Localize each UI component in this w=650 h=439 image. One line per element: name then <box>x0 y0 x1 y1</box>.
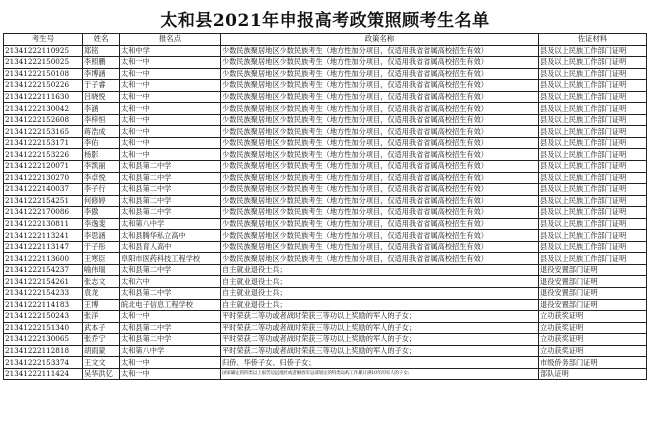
candidate-name-cell: 杨影 <box>83 149 120 161</box>
school-cell: 太和一中 <box>120 80 221 92</box>
proof-cell: 县及以上民族工作部门证明 <box>539 207 647 219</box>
candidate-id-cell: 21341222114183 <box>4 299 83 311</box>
candidate-name-cell: 郑铭 <box>83 45 120 57</box>
school-cell: 皖北电子信息工程学校 <box>120 299 221 311</box>
policy-cell: 少数民族聚居地区少数民族考生（地方性加分项目，仅适用我省省属高校招生有效） <box>221 80 539 92</box>
candidate-id-cell: 21341222110925 <box>4 45 83 57</box>
school-cell: 太和一中 <box>120 103 221 115</box>
table-row <box>4 172 647 184</box>
candidate-name-cell: 吴华洪亿 <box>83 368 120 380</box>
table-row <box>4 149 647 161</box>
school-cell: 太和一中 <box>120 137 221 149</box>
table-row <box>4 276 647 288</box>
policy-cell: 归侨、华侨子女、归侨子女； <box>221 357 539 369</box>
table-row <box>4 368 647 380</box>
table-row <box>4 299 647 311</box>
table-row <box>4 218 647 230</box>
table-row <box>4 311 647 323</box>
candidate-id-cell: 21341222150243 <box>4 311 83 323</box>
school-cell: 太和县第二中学 <box>120 172 221 184</box>
candidate-id-cell: 21341222153171 <box>4 137 83 149</box>
candidate-id-cell: 21341222130811 <box>4 218 83 230</box>
candidate-name-cell: 胡雨蒙 <box>83 345 120 357</box>
table-row <box>4 126 647 138</box>
candidate-name-cell: 蒋浩成 <box>83 126 120 138</box>
candidate-name-cell: 王博 <box>83 299 120 311</box>
candidate-name-cell: 何修婷 <box>83 195 120 207</box>
policy-cell: 自主就业退役士兵； <box>221 299 539 311</box>
proof-cell: 县及以上民族工作部门证明 <box>539 184 647 196</box>
proof-cell: 市级侨务部门证明 <box>539 357 647 369</box>
proof-cell: 县及以上民族工作部门证明 <box>539 137 647 149</box>
candidate-id-cell: 21341222113147 <box>4 241 83 253</box>
proof-cell: 立功获奖证明 <box>539 311 647 323</box>
table-row <box>4 345 647 357</box>
candidate-id-cell: 21341222111424 <box>4 368 83 380</box>
policy-cell: 平时荣获二等功或者战时荣获三等功以上奖励的军人的子女； <box>221 322 539 334</box>
proof-cell: 县及以上民族工作部门证明 <box>539 230 647 242</box>
candidate-name-cell: 张乔宁 <box>83 334 120 346</box>
candidate-id-cell: 21341222154237 <box>4 264 83 276</box>
candidate-id-cell: 21341222130065 <box>4 334 83 346</box>
header-id: 考生号 <box>4 34 83 46</box>
policy-cell: 平时荣获二等功或者战时荣获三等功以上奖励的军人的子女； <box>221 345 539 357</box>
candidate-id-cell: 21341222130042 <box>4 103 83 115</box>
candidate-name-cell: 李博涵 <box>83 68 120 80</box>
policy-cell: 少数民族聚居地区少数民族考生（地方性加分项目，仅适用我省省属高校招生有效） <box>221 241 539 253</box>
proof-cell: 县及以上民族工作部门证明 <box>539 253 647 265</box>
proof-cell: 县及以上民族工作部门证明 <box>539 218 647 230</box>
table-row <box>4 241 647 253</box>
policy-cell: 少数民族聚居地区少数民族考生（地方性加分项目，仅适用我省省属高校招生有效） <box>221 172 539 184</box>
candidate-name-cell: 李傲 <box>83 207 120 219</box>
proof-cell: 县及以上民族工作部门证明 <box>539 149 647 161</box>
proof-cell: 县及以上民族工作部门证明 <box>539 126 647 138</box>
table-row <box>4 334 647 346</box>
proof-cell: 县及以上民族工作部门证明 <box>539 103 647 115</box>
table-row <box>4 57 647 69</box>
table-row <box>4 80 647 92</box>
school-cell: 太和一中 <box>120 357 221 369</box>
school-cell: 太和县第二中学 <box>120 195 221 207</box>
table-row <box>4 184 647 196</box>
table-row <box>4 230 647 242</box>
school-cell: 太和中学 <box>120 45 221 57</box>
candidate-id-cell: 21341222113600 <box>4 253 83 265</box>
policy-cell: 少数民族聚居地区少数民族考生（地方性加分项目，仅适用我省省属高校招生有效） <box>221 207 539 219</box>
candidate-name-cell: 于子彤 <box>83 241 120 253</box>
proof-cell: 退役安置部门证明 <box>539 264 647 276</box>
candidate-name-cell: 于子睿 <box>83 80 120 92</box>
table-row <box>4 207 647 219</box>
school-cell: 太和县第二中学 <box>120 161 221 173</box>
table-row <box>4 264 647 276</box>
table-row <box>4 357 647 369</box>
proof-cell: 县及以上民族工作部门证明 <box>539 57 647 69</box>
proof-cell: 退役安置部门证明 <box>539 276 647 288</box>
policy-cell: 少数民族聚居地区少数民族考生（地方性加分项目，仅适用我省省属高校招生有效） <box>221 195 539 207</box>
candidate-id-cell: 21341222153374 <box>4 357 83 369</box>
policy-cell: 少数民族聚居地区少数民族考生（地方性加分项目，仅适用我省省属高校招生有效） <box>221 149 539 161</box>
proof-cell: 县及以上民族工作部门证明 <box>539 91 647 103</box>
candidate-id-cell: 21341222130270 <box>4 172 83 184</box>
proof-cell: 县及以上民族工作部门证明 <box>539 45 647 57</box>
school-cell: 太和一中 <box>120 114 221 126</box>
candidate-id-cell: 21341222140037 <box>4 184 83 196</box>
school-cell: 太和县第二中学 <box>120 264 221 276</box>
candidate-name-cell: 李思涵 <box>83 230 120 242</box>
policy-cell: 自主就业退役士兵； <box>221 276 539 288</box>
policy-cell: 自主就业退役士兵； <box>221 288 539 300</box>
document-title: 太和县2021年申报高考政策照顾考生名单 <box>160 11 490 31</box>
school-cell: 太和六中 <box>120 276 221 288</box>
candidate-id-cell: 21341222154251 <box>4 195 83 207</box>
candidate-name-cell: 李佑 <box>83 137 120 149</box>
candidate-id-cell: 21341222153226 <box>4 149 83 161</box>
candidate-name-cell: 李涵 <box>83 103 120 115</box>
proof-cell: 立功获奖证明 <box>539 322 647 334</box>
table-row <box>4 114 647 126</box>
policy-cell: 少数民族聚居地区少数民族考生（地方性加分项目，仅适用我省省属高校招生有效） <box>221 57 539 69</box>
candidate-id-cell: 21341222151340 <box>4 322 83 334</box>
table-row <box>4 68 647 80</box>
candidate-name-cell: 武本子 <box>83 322 120 334</box>
candidate-id-cell: 21341222154233 <box>4 288 83 300</box>
candidate-name-cell: 李梓恒 <box>83 114 120 126</box>
policy-cell: 平时荣获二等功或者战时荣获三等功以上奖励的军人的子女； <box>221 311 539 323</box>
policy-cell: 少数民族聚居地区少数民族考生（地方性加分项目，仅适用我省省属高校招生有效） <box>221 253 539 265</box>
school-cell: 太和第八中学 <box>120 218 221 230</box>
candidate-name-cell: 张洋 <box>83 311 120 323</box>
policy-cell: 国家确定的四类以上艰苦边远地区或者解放军总部划定的特类岛屿工作累计满10年的军人的子女； <box>221 368 539 380</box>
policy-cell: 平时荣获二等功或者战时荣获三等功以上奖励的军人的子女； <box>221 334 539 346</box>
policy-cell: 少数民族聚居地区少数民族考生（地方性加分项目，仅适用我省省属高校招生有效） <box>221 68 539 80</box>
school-cell: 太和县第二中学 <box>120 207 221 219</box>
candidate-name-cell: 张志文 <box>83 276 120 288</box>
candidate-id-cell: 21341222113241 <box>4 230 83 242</box>
policy-cell: 少数民族聚居地区少数民族考生（地方性加分项目，仅适用我省省属高校招生有效） <box>221 218 539 230</box>
school-cell: 太和一中 <box>120 126 221 138</box>
policy-cell: 少数民族聚居地区少数民族考生（地方性加分项目，仅适用我省省属高校招生有效） <box>221 161 539 173</box>
school-cell: 太和县育人高中 <box>120 241 221 253</box>
proof-cell: 县及以上民族工作部门证明 <box>539 114 647 126</box>
table-row <box>4 322 647 334</box>
policy-cell: 少数民族聚居地区少数民族考生（地方性加分项目，仅适用我省省属高校招生有效） <box>221 91 539 103</box>
table-row <box>4 161 647 173</box>
school-cell: 太和一中 <box>120 368 221 380</box>
policy-cell: 少数民族聚居地区少数民族考生（地方性加分项目，仅适用我省省属高校招生有效） <box>221 114 539 126</box>
school-cell: 太和第八中学 <box>120 345 221 357</box>
proof-cell: 县及以上民族工作部门证明 <box>539 195 647 207</box>
candidate-name-cell: 李凯丽 <box>83 161 120 173</box>
school-cell: 太和一中 <box>120 57 221 69</box>
table-body <box>4 45 647 380</box>
proof-cell: 县及以上民族工作部门证明 <box>539 241 647 253</box>
school-cell: 太和县第二中学 <box>120 184 221 196</box>
candidate-id-cell: 21341222153165 <box>4 126 83 138</box>
candidate-id-cell: 21341222150108 <box>4 68 83 80</box>
school-cell: 太和县第二中学 <box>120 288 221 300</box>
proof-cell: 退役安置部门证明 <box>539 288 647 300</box>
candidate-id-cell: 21341222152608 <box>4 114 83 126</box>
proof-cell: 县及以上民族工作部门证明 <box>539 161 647 173</box>
school-cell: 太和一中 <box>120 311 221 323</box>
candidate-name-cell: 喻伟瑞 <box>83 264 120 276</box>
candidate-name-cell: 吕晓悦 <box>83 91 120 103</box>
school-cell: 太和一中 <box>120 149 221 161</box>
candidate-id-cell: 21341222150025 <box>4 57 83 69</box>
candidate-id-cell: 21341222170086 <box>4 207 83 219</box>
header-school: 报名点 <box>120 34 221 46</box>
header-policy: 政策名称 <box>221 34 539 46</box>
proof-cell: 退役安置部门证明 <box>539 299 647 311</box>
header-name: 姓名 <box>83 34 120 46</box>
proof-cell: 立功获奖证明 <box>539 345 647 357</box>
table-header-row <box>4 34 647 46</box>
table-row <box>4 103 647 115</box>
candidate-name-cell: 李卓悦 <box>83 172 120 184</box>
school-cell: 太和县第二中学 <box>120 334 221 346</box>
policy-cell: 少数民族聚居地区少数民族考生（地方性加分项目，仅适用我省省属高校招生有效） <box>221 103 539 115</box>
candidate-name-cell: 袁龙 <box>83 288 120 300</box>
candidate-name-cell: 王寒臣 <box>83 253 120 265</box>
table-row <box>4 195 647 207</box>
table-row <box>4 91 647 103</box>
candidate-id-cell: 21341222150226 <box>4 80 83 92</box>
candidate-table <box>3 33 647 380</box>
proof-cell: 部队证明 <box>539 368 647 380</box>
table-row <box>4 288 647 300</box>
table-row <box>4 45 647 57</box>
candidate-id-cell: 21341222112818 <box>4 345 83 357</box>
candidate-name-cell: 李子行 <box>83 184 120 196</box>
table-row <box>4 253 647 265</box>
policy-cell: 少数民族聚居地区少数民族考生（地方性加分项目，仅适用我省省属高校招生有效） <box>221 230 539 242</box>
policy-cell: 少数民族聚居地区少数民族考生（地方性加分项目，仅适用我省省属高校招生有效） <box>221 45 539 57</box>
candidate-name-cell: 李照鹏 <box>83 57 120 69</box>
candidate-name-cell: 王文文 <box>83 357 120 369</box>
candidate-id-cell: 21341222154261 <box>4 276 83 288</box>
table-row <box>4 137 647 149</box>
policy-cell: 少数民族聚居地区少数民族考生（地方性加分项目，仅适用我省省属高校招生有效） <box>221 137 539 149</box>
policy-cell: 自主就业退役士兵； <box>221 264 539 276</box>
candidate-name-cell: 李逸斐 <box>83 218 120 230</box>
school-cell: 太和县第二中学 <box>120 322 221 334</box>
school-cell: 太和一中 <box>120 68 221 80</box>
proof-cell: 县及以上民族工作部门证明 <box>539 172 647 184</box>
header-proof: 佐证材料 <box>539 34 647 46</box>
proof-cell: 县及以上民族工作部门证明 <box>539 68 647 80</box>
candidate-id-cell: 21341222111630 <box>4 91 83 103</box>
proof-cell: 县及以上民族工作部门证明 <box>539 80 647 92</box>
school-cell: 太和一中 <box>120 91 221 103</box>
school-cell: 阜阳市医药科技工程学校 <box>120 253 221 265</box>
policy-cell: 少数民族聚居地区少数民族考生（地方性加分项目，仅适用我省省属高校招生有效） <box>221 126 539 138</box>
policy-cell: 少数民族聚居地区少数民族考生（地方性加分项目，仅适用我省省属高校招生有效） <box>221 184 539 196</box>
candidate-id-cell: 21341222120071 <box>4 161 83 173</box>
proof-cell: 立功获奖证明 <box>539 334 647 346</box>
school-cell: 太和县腾华私立高中 <box>120 230 221 242</box>
